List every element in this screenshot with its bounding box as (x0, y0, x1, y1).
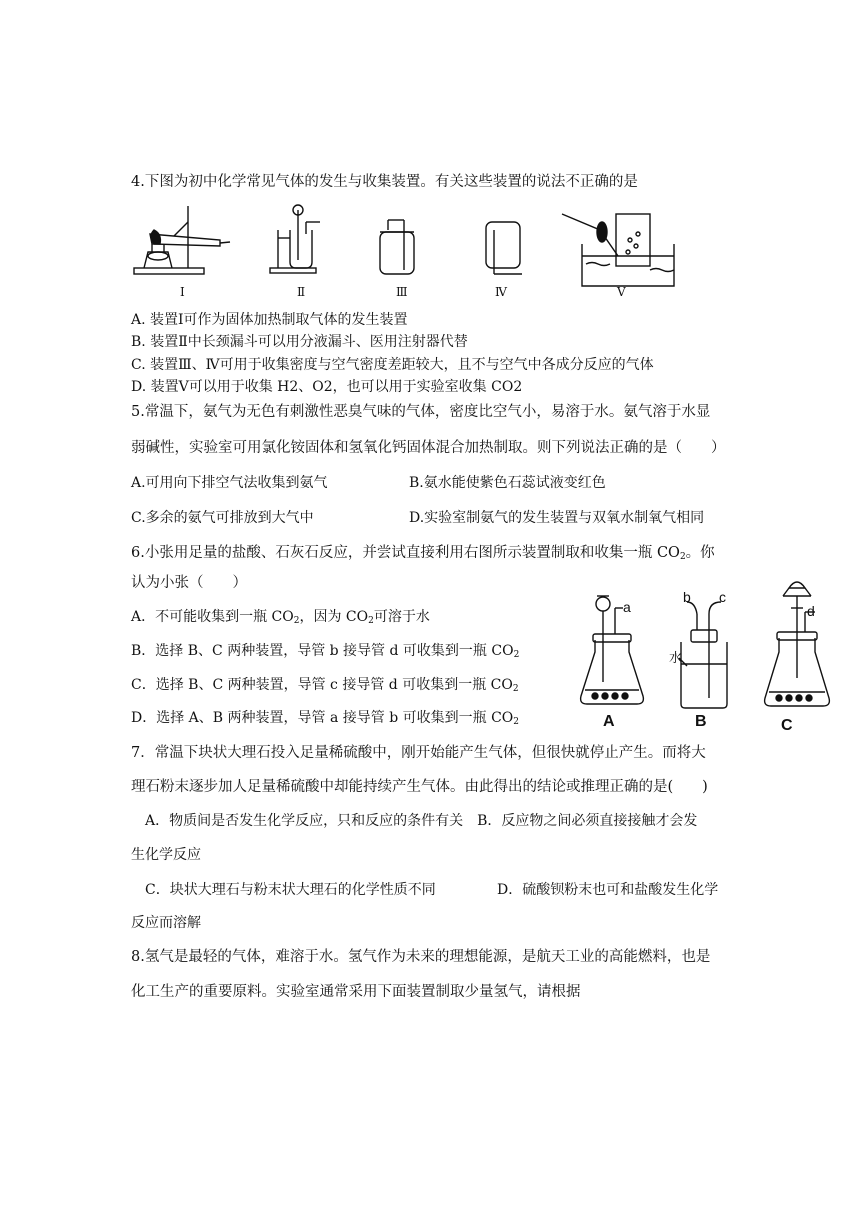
q5-option-c: C.多余的氨气可排放到大气中 (131, 510, 314, 526)
q6-apparatus-figure (575, 578, 845, 738)
q5-option-a: A.可用向下排空气法收集到氨气 (131, 475, 328, 491)
svg-text:C: C (781, 717, 793, 734)
q5-option-d: D.实验室制氨气的发生装置与双氧水制氧气相同 (409, 510, 705, 526)
q7-option-ab-line2: 生化学反应 (131, 847, 201, 863)
bottle-b-icon (669, 589, 727, 730)
q6-option-c: C．选择 B、C 两种装置，导管 c 接导管 d 可收集到一瓶 $CO_2$ (131, 677, 519, 694)
q7-stem-line1: 7．常温下块状大理石投入足量稀硫酸中，刚开始能产生气体，但很快就停止产生。而将大 (131, 745, 706, 761)
svg-text:B: B (695, 713, 707, 730)
q5-stem-line1: 5.常温下，氨气为无色有刺激性恶臭气味的气体，密度比空气小，易溶于水。氨气溶于水显 (131, 404, 711, 420)
figure-label-1: Ⅰ (180, 285, 185, 299)
q7-stem-line2: 理石粉末逐步加人足量稀硫酸中却能持续产生气体。由此得出的结论或推理正确的是( ) (131, 779, 708, 795)
q6-stem-line1: 6.小张用足量的盐酸、石灰石反应，并尝试直接利用右图所示装置制取和收集一瓶 $CO_2$。你 (131, 545, 715, 562)
apparatus-4-icon (486, 222, 522, 274)
q4-option-c: C. 装置Ⅲ、Ⅳ可用于收集密度与空气密度差距较大，且不与空气中各成分反应的气体 (131, 357, 654, 373)
q6-option-b: B．选择 B、C 两种装置，导管 b 接导管 d 可收集到一瓶 $CO_2$ (131, 643, 520, 660)
flask-c-icon (765, 582, 830, 734)
apparatus-5-icon (562, 214, 674, 286)
figure-label-5: Ⅴ (617, 285, 626, 299)
q6-stem-line2: 认为小张（ ） (131, 575, 247, 591)
figure-label-2: Ⅱ (297, 285, 306, 299)
svg-text:水: 水 (669, 651, 683, 666)
svg-text:A: A (603, 713, 615, 730)
svg-text:a: a (623, 599, 631, 615)
q4-apparatus-figure (130, 200, 690, 305)
apparatus-1-icon (134, 206, 230, 274)
q6-option-d: D．选择 A、B 两种装置，导管 a 接导管 b 可收集到一瓶 $CO_2$ (131, 710, 520, 727)
q7-option-d: D．硫酸钡粉末也可和盐酸发生化学 (497, 882, 719, 898)
q4-option-d: D. 装置Ⅴ可以用于收集 H2、O2，也可以用于实验室收集 CO2 (131, 379, 523, 395)
q4-stem: 4.下图为初中化学常见气体的发生与收集装置。有关这些装置的说法不正确的是 (131, 174, 638, 190)
svg-text:b: b (683, 589, 691, 605)
figure-label-4: Ⅳ (495, 285, 507, 299)
q7-option-c: C．块状大理石与粉末状大理石的化学性质不同 (145, 882, 436, 898)
apparatus-3-icon (380, 220, 414, 274)
q7-option-ab-line1: A．物质间是否发生化学反应，只和反应的条件有关 B．反应物之间必须直接接触才会发 (145, 813, 698, 829)
q5-stem-line2: 弱碱性，实验室可用氯化铵固体和氢氧化钙固体混合加热制取。则下列说法正确的是（ ） (131, 440, 726, 456)
q7-option-d-line2: 反应而溶解 (131, 915, 201, 931)
svg-text:d: d (807, 603, 815, 619)
q4-option-a: A. 装置Ⅰ可作为固体加热制取气体的发生装置 (131, 312, 408, 328)
q4-option-b: B. 装置Ⅱ中长颈漏斗可以用分液漏斗、医用注射器代替 (131, 334, 468, 350)
q5-option-b: B.氨水能使紫色石蕊试液变红色 (409, 475, 606, 491)
svg-text:c: c (719, 589, 726, 605)
q8-stem-line1: 8.氢气是最轻的气体，难溶于水。氢气作为未来的理想能源，是航天工业的高能燃料，也是 (131, 949, 711, 965)
flask-a-icon (581, 596, 644, 730)
apparatus-2-icon (270, 205, 320, 273)
q8-stem-line2: 化工生产的重要原料。实验室通常采用下面装置制取少量氢气，请根据 (131, 984, 581, 1000)
figure-label-3: Ⅲ (396, 285, 408, 299)
q6-option-a: A．不可能收集到一瓶 $CO_2$，因为 $CO_2$可溶于水 (131, 609, 430, 626)
